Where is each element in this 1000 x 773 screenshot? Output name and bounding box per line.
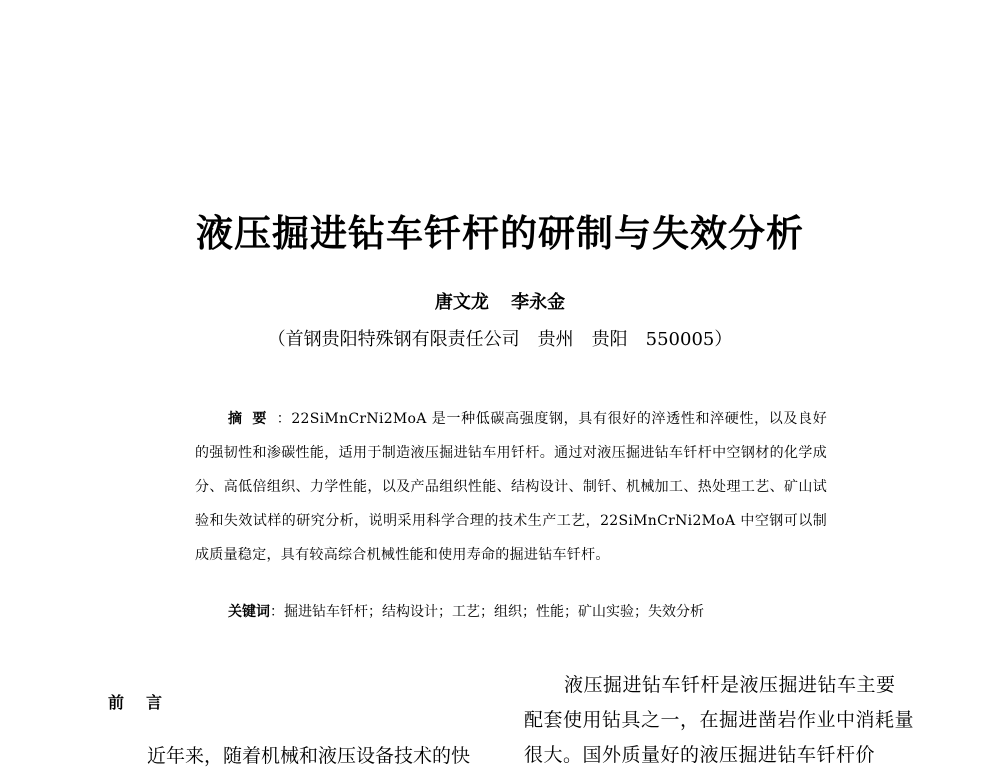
keywords-label: 关键词 bbox=[228, 604, 270, 620]
author-affiliation: （首钢贵阳特殊钢有限责任公司 贵州 贵阳 550005） bbox=[267, 329, 733, 350]
author-list bbox=[0, 288, 1000, 314]
section-heading: 前言 bbox=[108, 693, 185, 712]
keywords bbox=[228, 600, 828, 624]
abstract bbox=[195, 402, 827, 572]
abstract-text: ：22SiMnCrNi2MoA 是一种低碳高强度钢，具有很好的淬透性和淬硬性，以及良好的强韧性和渗碳性能，适用于制造液压掘进钻车用钎杆。通过对液压掘进钻车钎杆中空钢材的化学成分、高低倍组织、力学性能，以及产品组织性能、结构设计、制钎、机械加工、热处理工艺、矿山试验和失效试样的研究分析，说明采用科学合理的技术生产工艺，22SiMnCrNi2MoA 中空钢可以制成质量稳定，具有较高综合机械性能和使用寿命的掘进钻车钎杆。 bbox=[195, 411, 827, 563]
author-name: 李永金 bbox=[511, 292, 566, 313]
paper-title: 液压掘进钻车钎杆的研制与失效分析 bbox=[196, 211, 804, 255]
author-name: 唐文龙 bbox=[434, 292, 489, 313]
right-column bbox=[524, 668, 914, 773]
abstract-label: 摘要 bbox=[228, 411, 277, 427]
keywords-text: ：掘进钻车钎杆；结构设计；工艺；组织；性能；矿山实验；失效分析 bbox=[270, 604, 704, 620]
right-column-text: 液压掘进钻车钎杆是液压掘进钻车主要配套使用钻具之一，在掘进凿岩作业中消耗量很大。国外质量好的液压掘进钻车钎杆价 bbox=[524, 674, 915, 766]
left-column-text: 近年来，随着机械和液压设备技术的快 bbox=[147, 745, 471, 767]
